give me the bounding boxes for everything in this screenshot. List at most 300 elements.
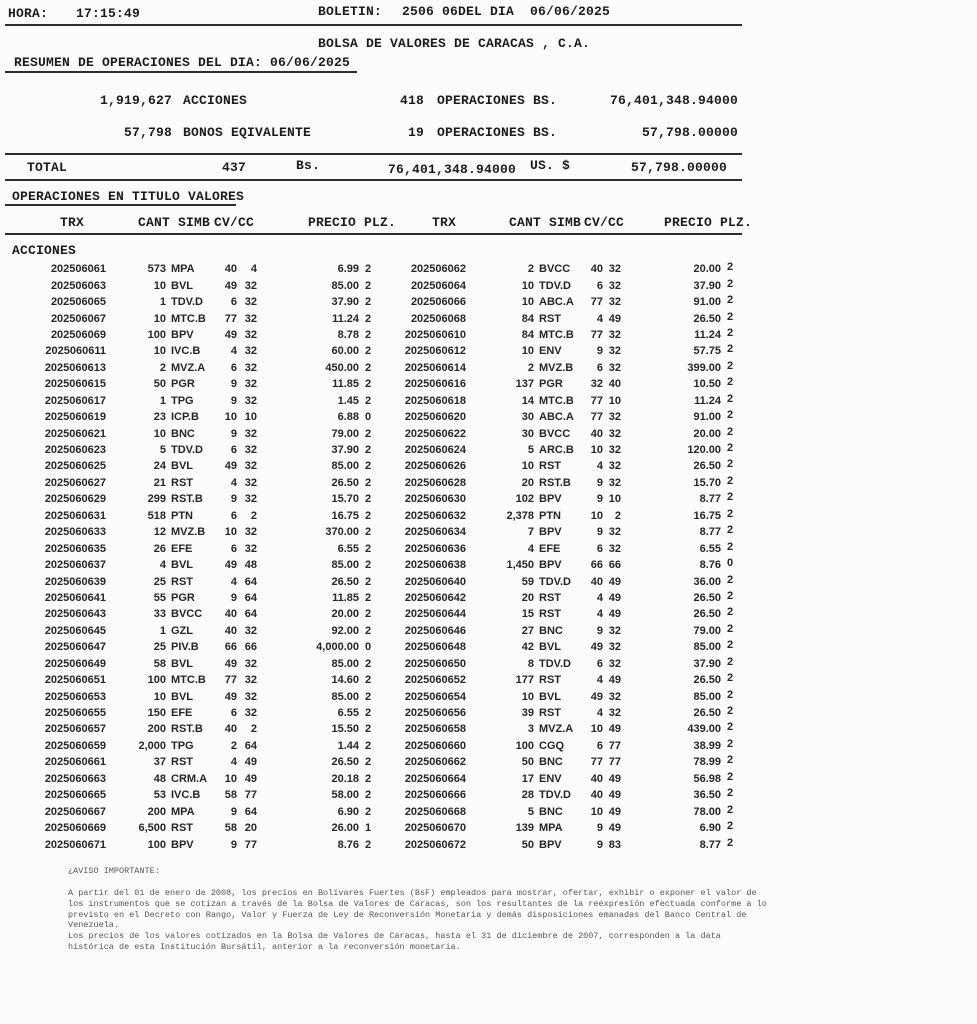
cant-cell: 53 <box>153 789 166 802</box>
trx-cell: 2025060638 <box>404 559 466 572</box>
cant-cell: 10 <box>153 312 166 325</box>
cv-cell: 40 <box>590 427 603 440</box>
cc-cell: 49 <box>608 312 621 325</box>
cant-cell: 139 <box>515 822 534 835</box>
cv-cell: 6 <box>596 279 603 292</box>
cv-cell: 4 <box>596 674 603 687</box>
plz-cell: 2 <box>726 359 734 372</box>
trx-cell: 202506063 <box>50 279 106 292</box>
cv-cell: 9 <box>596 476 603 489</box>
precio-cell: 120.00 <box>687 444 721 457</box>
cant-cell: 299 <box>147 493 166 506</box>
plz-cell: 0 <box>364 411 372 424</box>
cv-cell: 10 <box>590 805 603 818</box>
cc-cell: 32 <box>608 411 621 424</box>
plz-cell: 2 <box>364 526 372 539</box>
simb-cell: TDV.D <box>171 444 203 457</box>
cc-cell: 49 <box>608 591 621 604</box>
cv-cell: 10 <box>590 444 603 457</box>
cant-cell: 26 <box>153 542 166 555</box>
trx-cell: 2025060669 <box>44 822 106 835</box>
operations-table <box>0 261 745 853</box>
cc-cell: 32 <box>244 674 257 687</box>
cc-cell: 10 <box>608 493 621 506</box>
table-row <box>0 442 745 458</box>
cant-cell: 150 <box>147 707 166 720</box>
cc-cell: 32 <box>244 657 257 670</box>
trx-cell: 2025060611 <box>45 345 106 358</box>
trx-cell: 2025060640 <box>404 575 466 588</box>
precio-cell: 26.50 <box>331 476 359 489</box>
precio-cell: 60.00 <box>331 345 359 358</box>
aviso-label: ¿AVISO IMPORTANTE: <box>68 866 160 876</box>
cv-cell: 49 <box>224 559 237 572</box>
cv-cell: 4 <box>596 312 603 325</box>
cant-cell: 15 <box>521 608 534 621</box>
simb-cell: TDV.D <box>539 279 571 292</box>
trx-cell: 2025060667 <box>44 805 106 818</box>
cc-cell: 20 <box>244 822 257 835</box>
total-top-divider <box>5 153 742 155</box>
cv-cell: 40 <box>224 608 237 621</box>
aviso-line: histórica de esta Institución Bursátil, anterior a la reconversión monetaria. <box>68 941 461 952</box>
cv-cell: 9 <box>596 822 603 835</box>
precio-cell: 370.00 <box>325 526 359 539</box>
cv-cell: 9 <box>230 394 237 407</box>
table-row <box>0 787 745 803</box>
cv-cell: 9 <box>230 805 237 818</box>
trx-cell: 2025060635 <box>44 542 106 555</box>
cant-cell: 6,500 <box>138 822 166 835</box>
plz-cell: 2 <box>726 655 734 668</box>
cant-cell: 12 <box>153 526 166 539</box>
cant-cell: 5 <box>159 444 166 457</box>
cv-cell: 9 <box>596 838 603 851</box>
col-header-cv-cc: CV/CC <box>214 215 255 230</box>
plz-cell: 2 <box>726 606 734 619</box>
plz-cell: 2 <box>364 756 372 769</box>
plz-cell: 2 <box>364 378 372 391</box>
precio-cell: 14.60 <box>331 674 359 687</box>
plz-cell: 2 <box>364 707 372 720</box>
cant-cell: 4 <box>527 542 534 555</box>
table-row <box>0 803 745 819</box>
table-row <box>0 721 745 737</box>
cant-cell: 30 <box>521 411 534 424</box>
summary-amount: 57,798.00000 <box>641 125 738 140</box>
table-row <box>0 360 745 376</box>
cv-cell: 6 <box>596 361 603 374</box>
table-row <box>0 623 745 639</box>
precio-cell: 1.45 <box>337 394 359 407</box>
cant-cell: 2 <box>527 263 534 276</box>
plz-cell: 2 <box>726 540 734 553</box>
precio-cell: 85.00 <box>331 657 359 670</box>
simb-cell: MPA <box>539 822 563 835</box>
cv-cell: 6 <box>596 657 603 670</box>
cant-cell: 1,450 <box>506 559 534 572</box>
cc-cell: 32 <box>608 328 621 341</box>
cant-cell: 10 <box>521 296 534 309</box>
plz-cell: 2 <box>364 296 372 309</box>
cv-cell: 58 <box>224 822 237 835</box>
table-row <box>0 836 745 852</box>
precio-cell: 36.50 <box>693 789 721 802</box>
cv-cell: 49 <box>590 641 603 654</box>
summary-label: ACCIONES <box>183 93 248 108</box>
simb-cell: BPV <box>539 559 562 572</box>
cc-cell: 49 <box>608 608 621 621</box>
cc-cell: 32 <box>608 460 621 473</box>
cc-cell: 32 <box>244 707 257 720</box>
cv-cell: 9 <box>230 838 237 851</box>
simb-cell: PGR <box>171 591 195 604</box>
cv-cell: 49 <box>224 657 237 670</box>
summary-qty: 57,798 <box>123 125 172 140</box>
trx-cell: 2025060642 <box>404 591 466 604</box>
simb-cell: TPG <box>171 739 194 752</box>
cant-cell: 27 <box>521 624 534 637</box>
precio-cell: 11.24 <box>694 328 721 341</box>
simb-cell: TPG <box>171 394 194 407</box>
cc-cell: 32 <box>608 296 621 309</box>
cv-cell: 4 <box>230 575 237 588</box>
plz-cell: 2 <box>726 622 734 635</box>
plz-cell: 2 <box>726 573 734 586</box>
precio-cell: 20.18 <box>331 772 359 785</box>
simb-cell: TDV.D <box>539 575 571 588</box>
total-bs-label: Bs. <box>296 158 321 173</box>
simb-cell: PGR <box>539 378 563 391</box>
simb-cell: PIV.B <box>171 641 199 654</box>
simb-cell: CGQ <box>539 739 565 752</box>
plz-cell: 2 <box>726 442 734 455</box>
precio-cell: 8.77 <box>699 493 721 506</box>
trx-cell: 2025060668 <box>404 805 466 818</box>
trx-cell: 2025060624 <box>404 444 466 457</box>
trx-cell: 2025060625 <box>44 460 106 473</box>
precio-cell: 8.77 <box>699 838 721 851</box>
trx-cell: 2025060631 <box>44 509 106 522</box>
table-row <box>0 738 745 754</box>
cc-cell: 4 <box>250 263 257 276</box>
cc-cell: 77 <box>244 838 257 851</box>
precio-cell: 26.50 <box>331 756 359 769</box>
plz-cell: 2 <box>364 328 372 341</box>
plz-cell: 2 <box>364 838 372 851</box>
total-count: 437 <box>221 160 246 175</box>
simb-cell: TDV.D <box>171 296 203 309</box>
cant-cell: 1 <box>159 624 166 637</box>
cant-cell: 39 <box>521 707 534 720</box>
plz-cell: 0 <box>364 641 372 654</box>
trx-cell: 2025060647 <box>44 641 106 654</box>
trx-cell: 2025060648 <box>404 641 466 654</box>
plz-cell: 2 <box>364 723 372 736</box>
cv-cell: 9 <box>230 378 237 391</box>
cv-cell: 49 <box>224 279 237 292</box>
plz-cell: 2 <box>364 427 372 440</box>
cc-cell: 32 <box>244 476 257 489</box>
simb-cell: BVL <box>171 657 193 670</box>
cant-cell: 2,378 <box>506 509 534 522</box>
precio-cell: 1.44 <box>337 739 359 752</box>
table-row <box>0 820 745 836</box>
trx-cell: 2025060670 <box>404 822 466 835</box>
summary-ops-label: OPERACIONES BS. <box>437 93 558 108</box>
plz-cell: 2 <box>364 591 372 604</box>
precio-cell: 11.85 <box>332 591 359 604</box>
simb-cell: BPV <box>539 838 562 851</box>
summary-ops: 19 <box>407 125 424 140</box>
simb-cell: ICP.B <box>171 411 199 424</box>
cv-cell: 40 <box>590 263 603 276</box>
trx-cell: 2025060619 <box>44 411 106 424</box>
simb-cell: IVC.B <box>171 789 201 802</box>
plz-cell: 2 <box>364 263 372 276</box>
table-row <box>0 458 745 474</box>
aviso-line: previsto en el Decreto con Rango, Valor y Fuerza de Ley de Reconversión Monetaria y demás disposiciones emanadas del Banco Central de <box>68 909 747 920</box>
cc-cell: 77 <box>244 789 257 802</box>
precio-cell: 450.00 <box>325 361 359 374</box>
simb-cell: BPV <box>539 526 562 539</box>
table-row <box>0 705 745 721</box>
cc-cell: 2 <box>250 509 257 522</box>
trx-cell: 202506062 <box>410 263 466 276</box>
cant-cell: 100 <box>515 739 534 752</box>
trx-cell: 2025060627 <box>44 476 106 489</box>
table-row <box>0 606 745 622</box>
cv-cell: 4 <box>230 476 237 489</box>
trx-cell: 2025060657 <box>44 723 106 736</box>
table-row <box>0 409 745 425</box>
plz-cell: 2 <box>726 409 734 422</box>
cc-cell: 2 <box>614 509 621 522</box>
plz-cell: 2 <box>726 672 734 685</box>
cant-cell: 33 <box>153 608 166 621</box>
precio-cell: 79.00 <box>693 624 721 637</box>
precio-cell: 20.00 <box>331 608 359 621</box>
cc-cell: 32 <box>608 427 621 440</box>
cant-cell: 100 <box>147 838 166 851</box>
cant-cell: 177 <box>515 674 534 687</box>
precio-cell: 20.00 <box>693 263 721 276</box>
cant-cell: 30 <box>521 427 534 440</box>
trx-cell: 2025060616 <box>404 378 466 391</box>
simb-cell: RST <box>539 460 561 473</box>
cc-cell: 64 <box>244 608 257 621</box>
cant-cell: 50 <box>153 378 166 391</box>
plz-cell: 2 <box>726 261 734 274</box>
cc-cell: 64 <box>244 575 257 588</box>
cv-cell: 10 <box>590 723 603 736</box>
trx-cell: 2025060629 <box>44 493 106 506</box>
cc-cell: 64 <box>244 805 257 818</box>
cc-cell: 66 <box>244 641 257 654</box>
plz-cell: 2 <box>364 559 372 572</box>
total-bottom-divider <box>5 179 742 181</box>
precio-cell: 15.70 <box>331 493 359 506</box>
cant-cell: 200 <box>147 805 166 818</box>
trx-cell: 2025060618 <box>404 394 466 407</box>
summary-ops-label: OPERACIONES BS. <box>437 125 558 140</box>
cc-cell: 49 <box>244 756 257 769</box>
cc-cell: 64 <box>244 591 257 604</box>
cant-cell: 1 <box>159 394 166 407</box>
trx-cell: 2025060660 <box>404 739 466 752</box>
precio-cell: 56.98 <box>693 772 721 785</box>
table-row <box>0 754 745 770</box>
cc-cell: 32 <box>608 263 621 276</box>
cant-cell: 10 <box>153 690 166 703</box>
simb-cell: ENV <box>539 345 562 358</box>
cant-cell: 55 <box>153 591 166 604</box>
simb-cell: PTN <box>171 509 193 522</box>
trx-cell: 2025060637 <box>44 559 106 572</box>
resumen-underline <box>5 71 357 73</box>
cc-cell: 32 <box>608 624 621 637</box>
trx-cell: 2025060645 <box>44 624 106 637</box>
precio-cell: 26.00 <box>331 822 359 835</box>
plz-cell: 2 <box>364 674 372 687</box>
simb-cell: MPA <box>171 263 195 276</box>
cc-cell: 32 <box>244 427 257 440</box>
cv-cell: 4 <box>596 608 603 621</box>
cc-cell: 77 <box>608 756 621 769</box>
simb-cell: ABC.A <box>539 411 574 424</box>
simb-cell: EFE <box>171 707 193 720</box>
cv-cell: 40 <box>224 624 237 637</box>
cc-cell: 32 <box>244 312 257 325</box>
cant-cell: 7 <box>527 526 534 539</box>
cant-cell: 137 <box>515 378 534 391</box>
cv-cell: 40 <box>590 575 603 588</box>
trx-cell: 2025060643 <box>44 608 106 621</box>
cant-cell: 21 <box>153 476 166 489</box>
trx-cell: 2025060613 <box>44 361 106 374</box>
table-row <box>0 508 745 524</box>
precio-cell: 91.00 <box>693 296 721 309</box>
plz-cell: 2 <box>364 312 372 325</box>
cv-cell: 77 <box>224 674 237 687</box>
simb-cell: RST <box>171 822 193 835</box>
section-underline <box>5 204 236 206</box>
cant-cell: 100 <box>147 674 166 687</box>
simb-cell: BVL <box>171 559 193 572</box>
table-row <box>0 491 745 507</box>
simb-cell: IVC.B <box>171 345 201 358</box>
simb-cell: RST.B <box>539 476 571 489</box>
plz-cell: 0 <box>726 557 734 570</box>
simb-cell: MPA <box>171 805 195 818</box>
trx-cell: 2025060650 <box>404 657 466 670</box>
trx-cell: 2025060622 <box>404 427 466 440</box>
cant-cell: 84 <box>521 312 534 325</box>
cv-cell: 4 <box>596 591 603 604</box>
cant-cell: 37 <box>153 756 166 769</box>
table-row <box>0 573 745 589</box>
simb-cell: BNC <box>171 427 195 440</box>
cant-cell: 28 <box>521 789 534 802</box>
trx-cell: 202506065 <box>50 296 106 309</box>
simb-cell: BNC <box>539 756 563 769</box>
precio-cell: 10.50 <box>693 378 721 391</box>
trx-cell: 2025060649 <box>44 657 106 670</box>
simb-cell: BVL <box>539 690 561 703</box>
trx-cell: 2025060628 <box>404 476 466 489</box>
cc-cell: 49 <box>244 772 257 785</box>
aviso-line: los instrumentos que se cotizan a través de la Bolsa de Valores de Caracas, son los resultantes de la reexpresión efectuada conforme a lo <box>68 898 767 909</box>
precio-cell: 439.00 <box>687 723 721 736</box>
simb-cell: BPV <box>171 328 194 341</box>
summary-label: BONOS EQIVALENTE <box>183 125 312 140</box>
cant-cell: 14 <box>521 394 534 407</box>
plz-cell: 2 <box>726 343 734 356</box>
simb-cell: CRM.A <box>171 772 208 785</box>
precio-cell: 26.50 <box>693 608 721 621</box>
trx-cell: 2025060617 <box>44 394 106 407</box>
trx-cell: 2025060656 <box>404 707 466 720</box>
precio-cell: 37.90 <box>693 657 721 670</box>
cant-cell: 17 <box>521 772 534 785</box>
table-row <box>0 393 745 409</box>
trx-cell: 202506069 <box>50 328 106 341</box>
precio-cell: 6.90 <box>337 805 359 818</box>
aviso-line: Los precios de los valores cotizados en la Bolsa de Valores de Caracas, hasta el 31 de diciembre de 2007, corresponden a la data <box>68 931 721 942</box>
precio-cell: 85.00 <box>693 690 721 703</box>
cv-cell: 49 <box>590 690 603 703</box>
plz-cell: 2 <box>364 493 372 506</box>
precio-cell: 85.00 <box>331 460 359 473</box>
cc-cell: 32 <box>244 394 257 407</box>
cc-cell: 32 <box>608 444 621 457</box>
precio-cell: 37.90 <box>331 296 359 309</box>
cv-cell: 6 <box>596 542 603 555</box>
precio-cell: 6.55 <box>337 707 359 720</box>
total-usd-label: US. $ <box>530 158 571 173</box>
precio-cell: 11.24 <box>332 312 359 325</box>
cv-cell: 6 <box>230 707 237 720</box>
cc-cell: 32 <box>244 345 257 358</box>
plz-cell: 2 <box>726 754 734 767</box>
trx-cell: 2025060672 <box>404 838 466 851</box>
resumen-title: RESUMEN DE OPERACIONES DEL DIA: 06/06/2025 <box>14 55 351 70</box>
table-row <box>0 557 745 573</box>
table-row <box>0 277 745 293</box>
cv-cell: 9 <box>230 493 237 506</box>
cv-cell: 4 <box>596 707 603 720</box>
simb-cell: BVL <box>539 641 561 654</box>
precio-cell: 6.88 <box>337 411 359 424</box>
plz-cell: 2 <box>726 770 734 783</box>
precio-cell: 6.55 <box>337 542 359 555</box>
cv-cell: 77 <box>590 394 603 407</box>
trx-cell: 2025060662 <box>404 756 466 769</box>
cv-cell: 9 <box>596 345 603 358</box>
table-row <box>0 425 745 441</box>
precio-cell: 399.00 <box>687 361 721 374</box>
plz-cell: 2 <box>726 705 734 718</box>
col-header-cv-cc: CV/CC <box>584 215 625 230</box>
simb-cell: PTN <box>539 509 561 522</box>
top-divider <box>5 24 742 26</box>
cc-cell: 32 <box>244 361 257 374</box>
plz-cell: 2 <box>364 608 372 621</box>
precio-cell: 26.50 <box>693 460 721 473</box>
cc-cell: 32 <box>244 328 257 341</box>
trx-cell: 2025060636 <box>404 542 466 555</box>
simb-cell: MVZ.A <box>171 361 206 374</box>
